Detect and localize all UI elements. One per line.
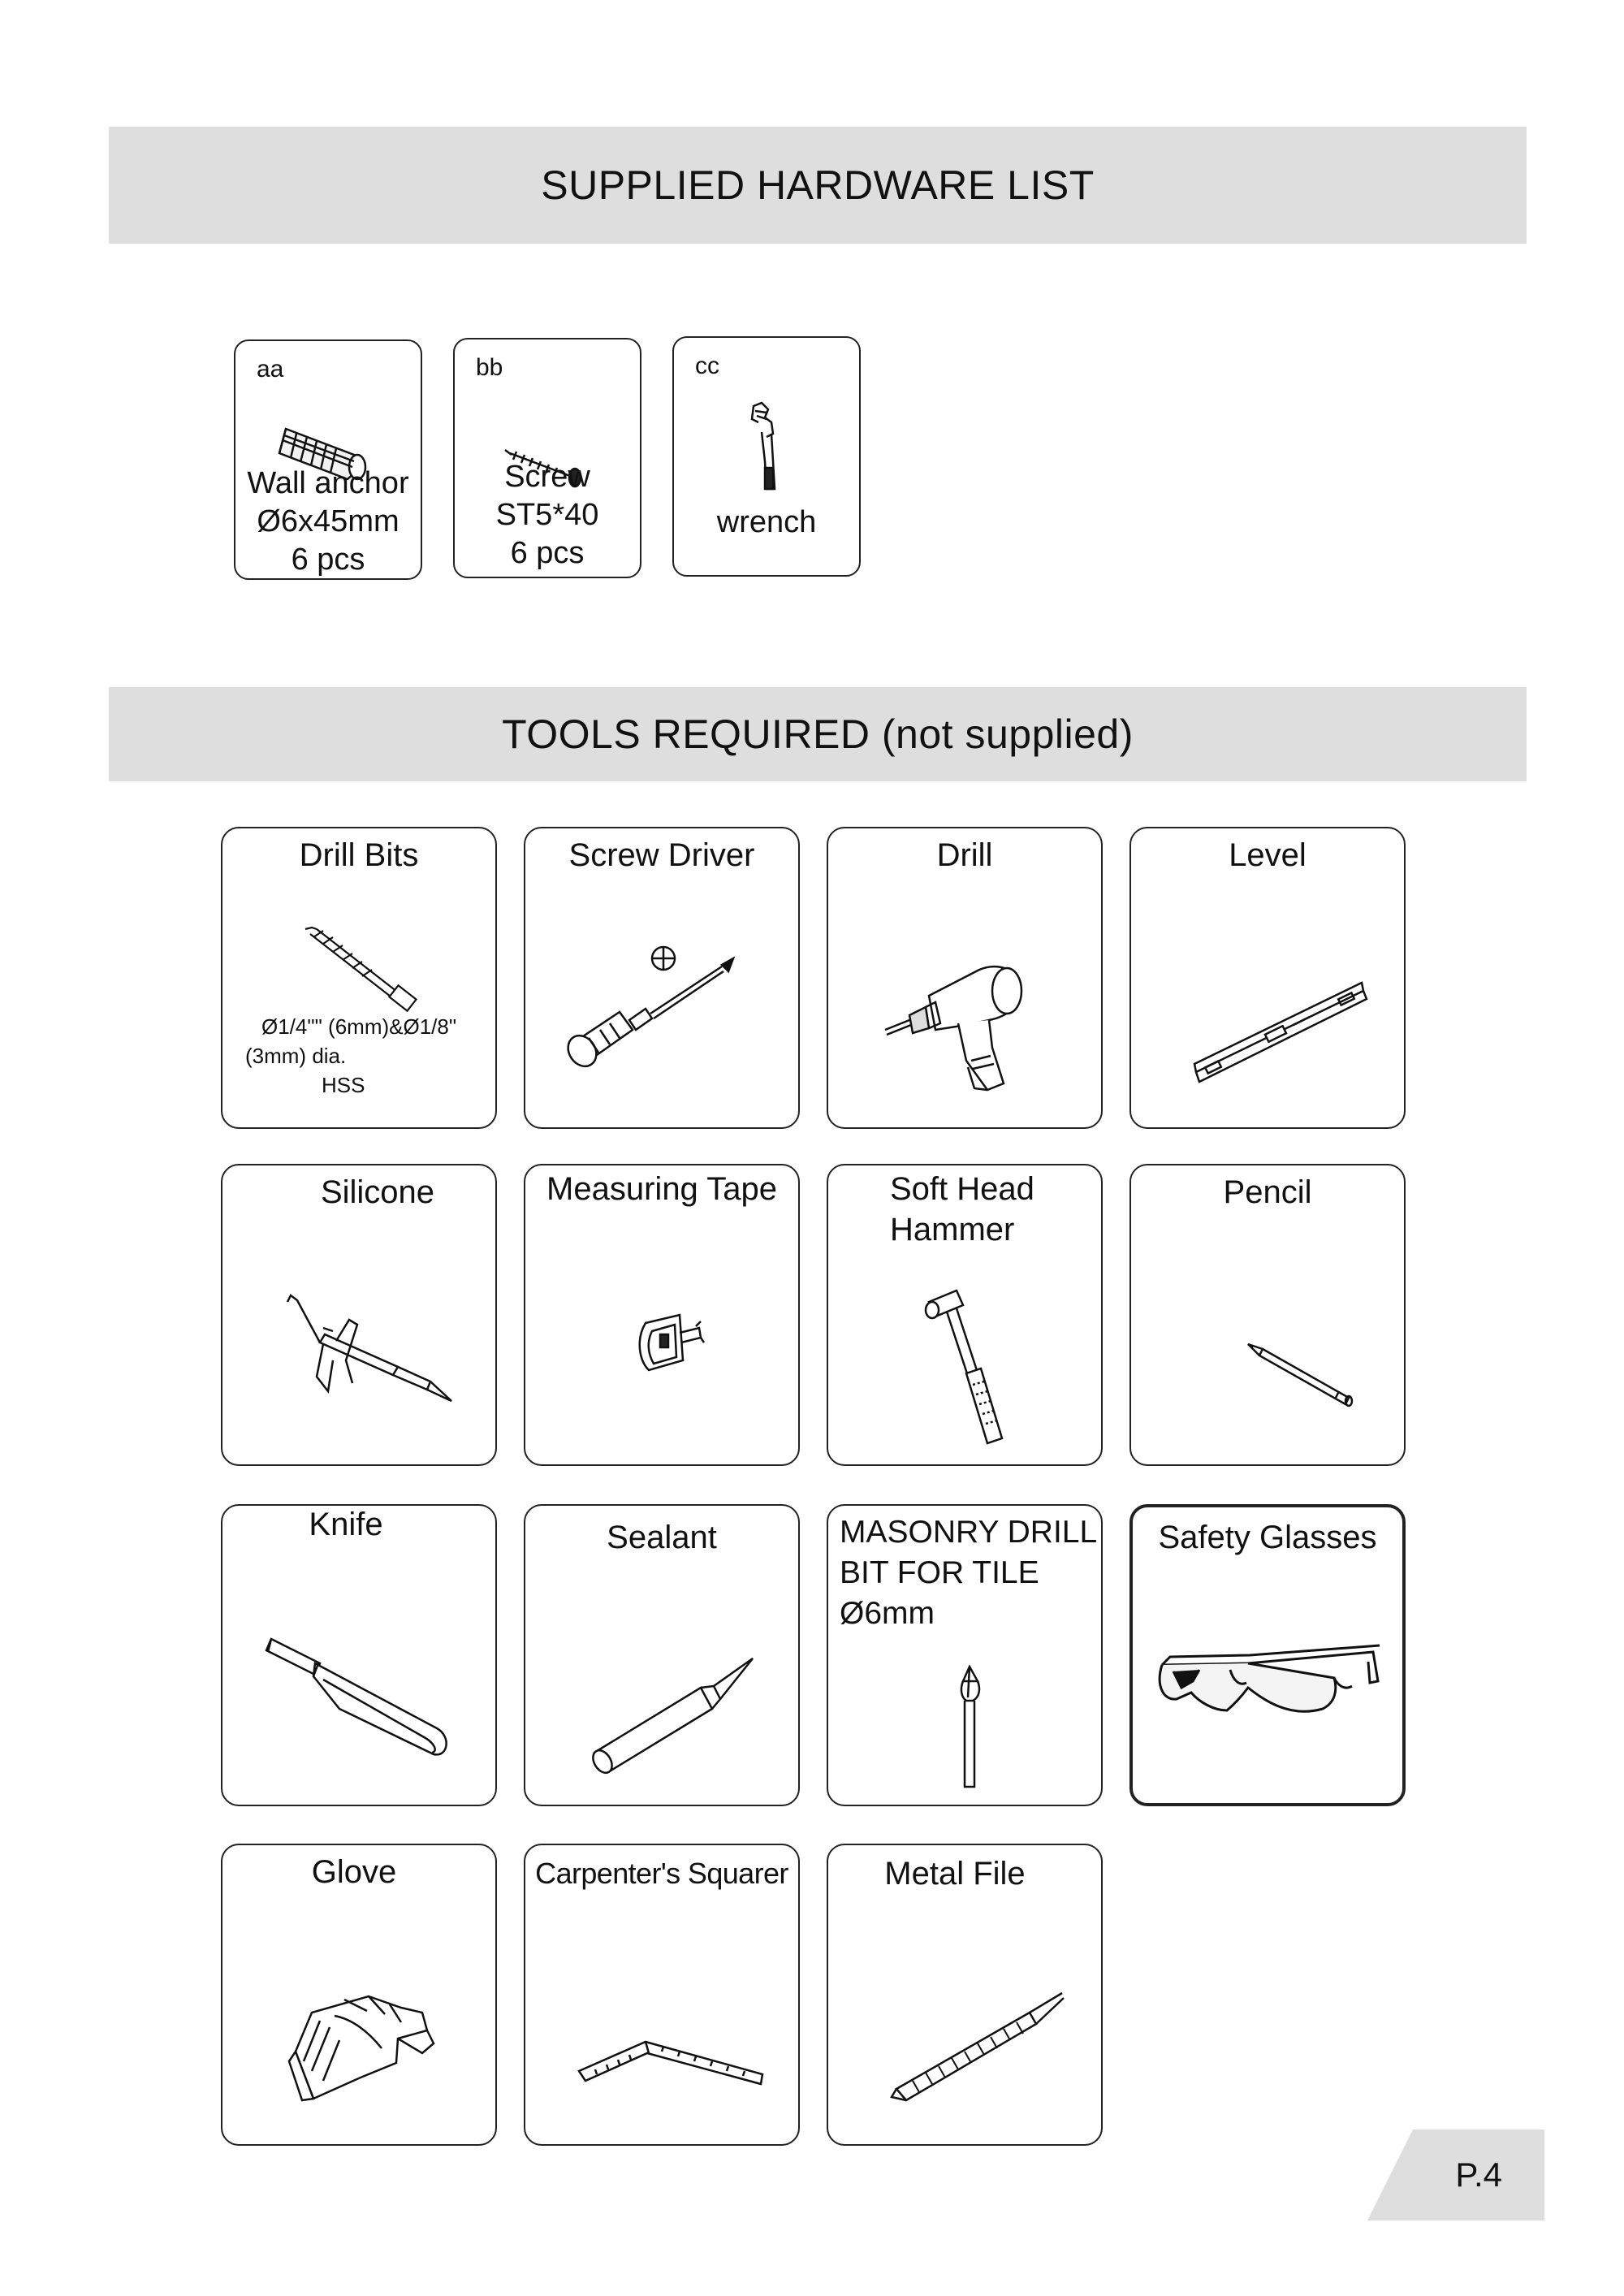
tool-title: Soft Head Hammer: [890, 1171, 1034, 1247]
hardware-name: Screw: [504, 460, 590, 494]
tool-title: Pencil: [1223, 1174, 1312, 1210]
drill-bit-size-note: Ø1/4"" (6mm)&Ø1/8" (3mm) dia. HSS: [245, 1014, 457, 1097]
tool-knife: [221, 1504, 497, 1806]
tool-carpenters-squarer: [524, 1844, 800, 2146]
pencil-icon: [1147, 1239, 1391, 1458]
tool-title: Carpenter's Squarer: [535, 1857, 788, 1890]
metal-file-icon: [844, 1918, 1088, 2138]
hardware-quantity: 6 pcs: [291, 543, 365, 577]
page-number: P.4: [1455, 2155, 1502, 2194]
tool-title: Silicone: [320, 1174, 435, 1210]
tool-metal-file: [827, 1844, 1103, 2146]
screwdriver-icon: [542, 902, 785, 1121]
tool-safety-glasses: [1129, 1504, 1406, 1806]
tool-title: Metal File: [884, 1856, 1026, 1892]
tool-title: Drill: [936, 837, 993, 873]
hardware-code: bb: [476, 354, 503, 381]
tool-level: [1129, 827, 1406, 1129]
tool-sealant: [524, 1504, 800, 1806]
hardware-item-cc: [672, 336, 861, 577]
caulking-gun-icon: [239, 1239, 482, 1458]
masonry-bit-icon: [844, 1579, 1088, 1798]
level-icon: [1147, 902, 1391, 1121]
hardware-code: aa: [257, 356, 284, 383]
tool-drill: [827, 827, 1103, 1129]
tool-title: Glove: [311, 1854, 397, 1890]
tool-silicone: [221, 1164, 497, 1466]
tool-measuring-tape: [524, 1164, 800, 1466]
tool-glove: [221, 1844, 497, 2146]
hardware-list-title: SUPPLIED HARDWARE LIST: [541, 162, 1095, 208]
tool-title: MASONRY DRILL BIT FOR TILE Ø6mm: [840, 1515, 1098, 1631]
tool-masonry-drill-bit: [827, 1504, 1103, 1806]
glove-icon: [239, 1918, 482, 2138]
tool-title: Sealant: [607, 1520, 717, 1555]
tool-soft-head-hammer: [827, 1164, 1103, 1466]
tool-title: Measuring Tape: [546, 1171, 777, 1207]
hardware-list-header: [109, 127, 1527, 244]
measuring-tape-icon: [542, 1239, 785, 1458]
hardware-code: cc: [695, 352, 719, 379]
page-number-tab: [1367, 2130, 1544, 2220]
tools-required-header: [109, 687, 1527, 781]
tools-required-title: TOOLS REQUIRED (not supplied): [502, 711, 1134, 757]
hardware-item-aa: [234, 339, 422, 580]
hardware-quantity: 6 pcs: [510, 536, 585, 570]
tool-title: Level: [1229, 837, 1307, 873]
hardware-item-bb: [453, 338, 641, 578]
hardware-size: ST5*40: [495, 498, 599, 532]
drill-icon: [844, 902, 1088, 1121]
tool-drill-bits: [221, 827, 497, 1129]
knife-icon: [239, 1579, 482, 1798]
wrench-icon: [706, 387, 828, 492]
hammer-icon: [844, 1239, 1088, 1458]
sealant-tube-icon: [542, 1579, 785, 1798]
carpenter-square-icon: [542, 1918, 785, 2138]
tool-title: Safety Glasses: [1158, 1520, 1377, 1555]
hardware-name: Wall anchor: [247, 466, 409, 500]
tool-title: Screw Driver: [568, 837, 755, 873]
hardware-name: wrench: [716, 505, 817, 539]
tool-screw-driver: [524, 827, 800, 1129]
tool-title: Knife: [309, 1507, 383, 1542]
tool-title: Drill Bits: [299, 837, 419, 873]
hardware-size: Ø6x45mm: [257, 504, 400, 538]
tool-pencil: [1129, 1164, 1406, 1466]
safety-glasses-icon: [1149, 1580, 1393, 1800]
